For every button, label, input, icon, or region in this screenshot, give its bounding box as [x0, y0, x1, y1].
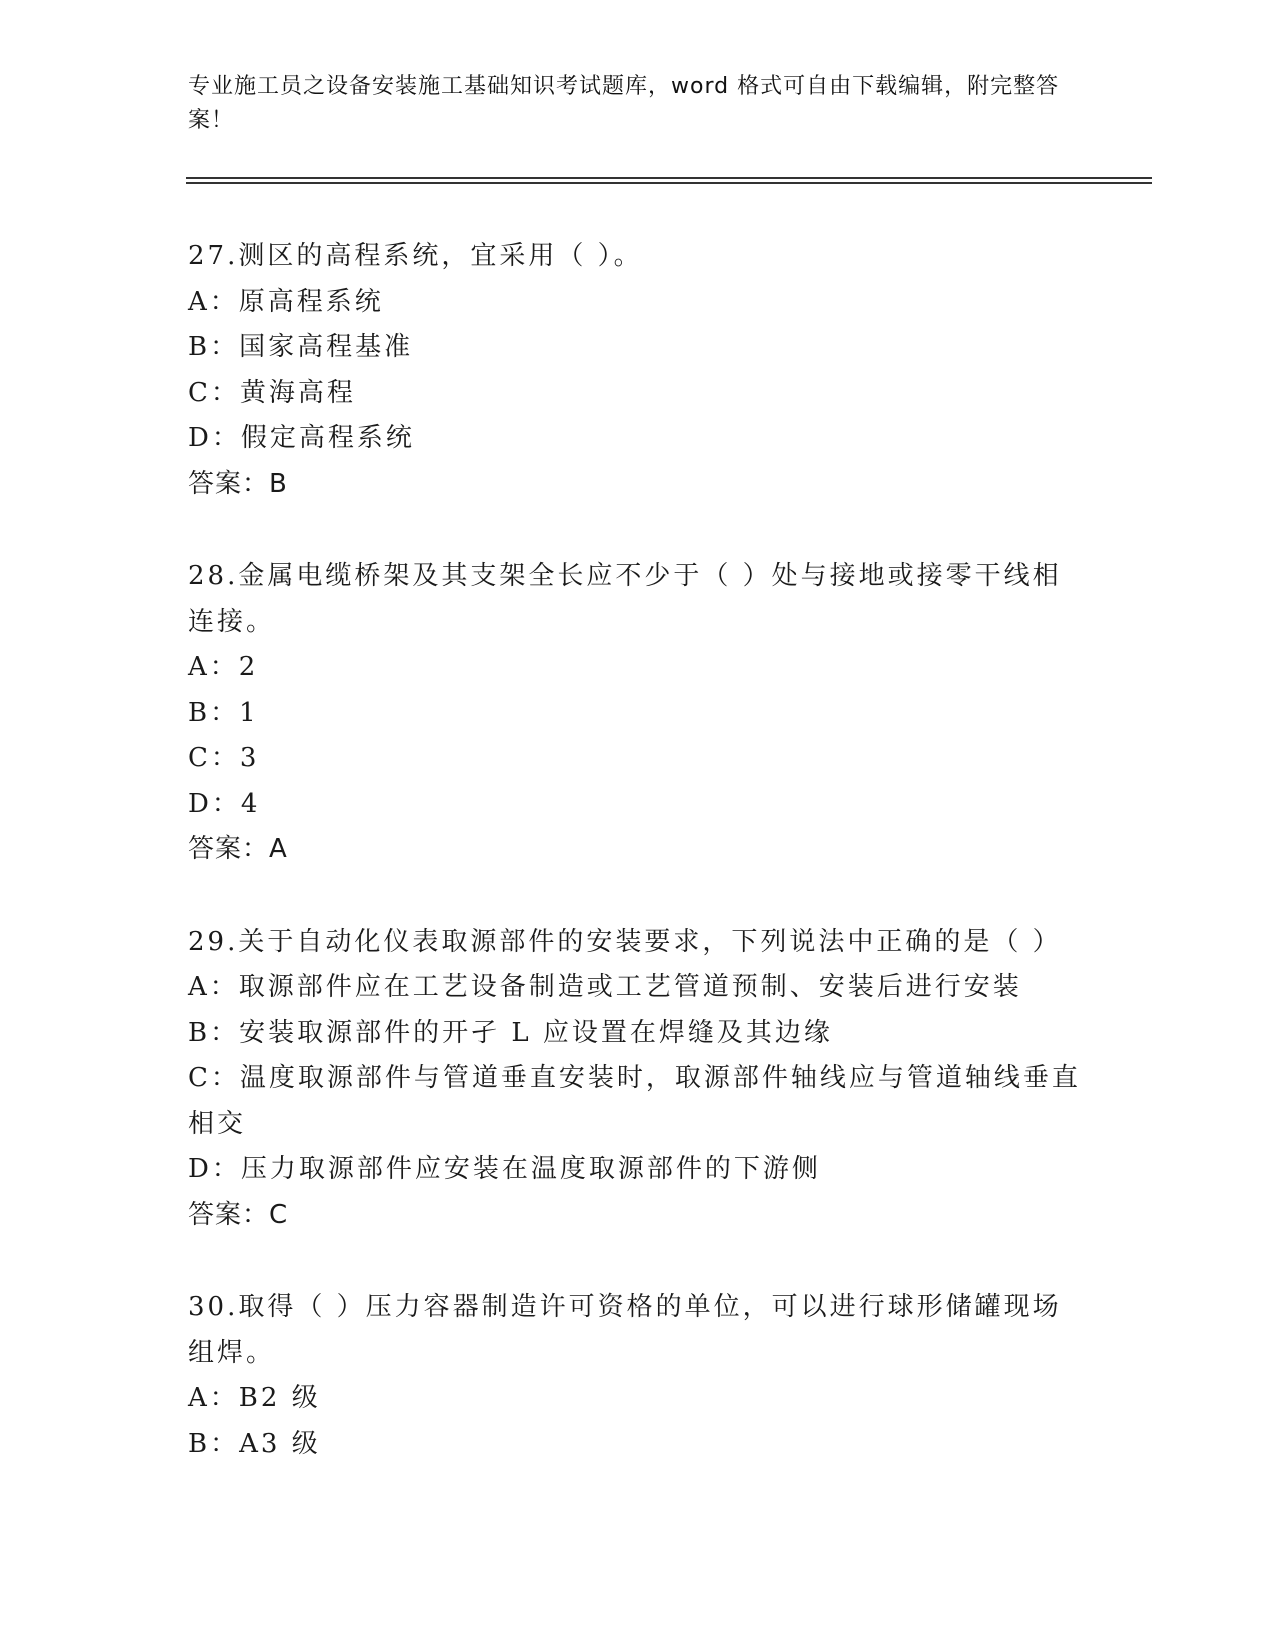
question-28	[188, 554, 1088, 873]
option-b: B：A3 级	[188, 1428, 321, 1459]
question-text: 30.取得（ ）压力容器制造许可资格的单位，可以进行球形储罐现场组焊。	[188, 1292, 1062, 1368]
answer: 答案：A	[188, 834, 288, 864]
option-a: A：B2 级	[188, 1383, 321, 1413]
option-d: D：压力取源部件应安装在温度取源部件的下游侧	[188, 1154, 821, 1184]
answer: 答案：C	[188, 1199, 289, 1230]
question-list	[188, 234, 1088, 1514]
option-b: B：安装取源部件的开孑 L 应设置在焊缝及其边缘	[188, 1017, 833, 1048]
question-text: 27.测区的高程系统，宜采用（ ）。	[188, 241, 643, 271]
option-d: D：4	[188, 788, 261, 819]
header-divider-bottom	[186, 182, 1152, 184]
header-divider-top	[186, 177, 1152, 179]
option-a: A：原高程系统	[188, 286, 384, 317]
option-c: C：3	[188, 743, 260, 773]
option-b: B：国家高程基准	[188, 332, 414, 362]
option-a: A：2	[188, 652, 259, 682]
option-d: D：假定高程系统	[188, 423, 415, 453]
option-c: C：温度取源部件与管道垂直安装时，取源部件轴线应与管道轴线垂直相交	[188, 1063, 1081, 1139]
option-c: C：黄海高程	[188, 377, 356, 408]
question-30	[188, 1285, 1088, 1467]
question-27	[188, 234, 1088, 507]
question-text: 28.金属电缆桥架及其支架全长应不少于（ ）处与接地或接零干线相连接。	[188, 561, 1062, 637]
document-header	[188, 70, 1068, 138]
option-b: B：1	[188, 697, 259, 728]
answer: 答案：B	[188, 468, 288, 499]
question-text: 29.关于自动化仪表取源部件的安装要求，下列说法中正确的是（ ）	[188, 926, 1062, 957]
header-text: 专业施工员之设备安装施工基础知识考试题库，word 格式可自由下载编辑，附完整答案！	[188, 74, 1060, 133]
option-a: A：取源部件应在工艺设备制造或工艺管道预制、安装后进行安装	[188, 972, 1022, 1002]
question-29	[188, 920, 1088, 1239]
